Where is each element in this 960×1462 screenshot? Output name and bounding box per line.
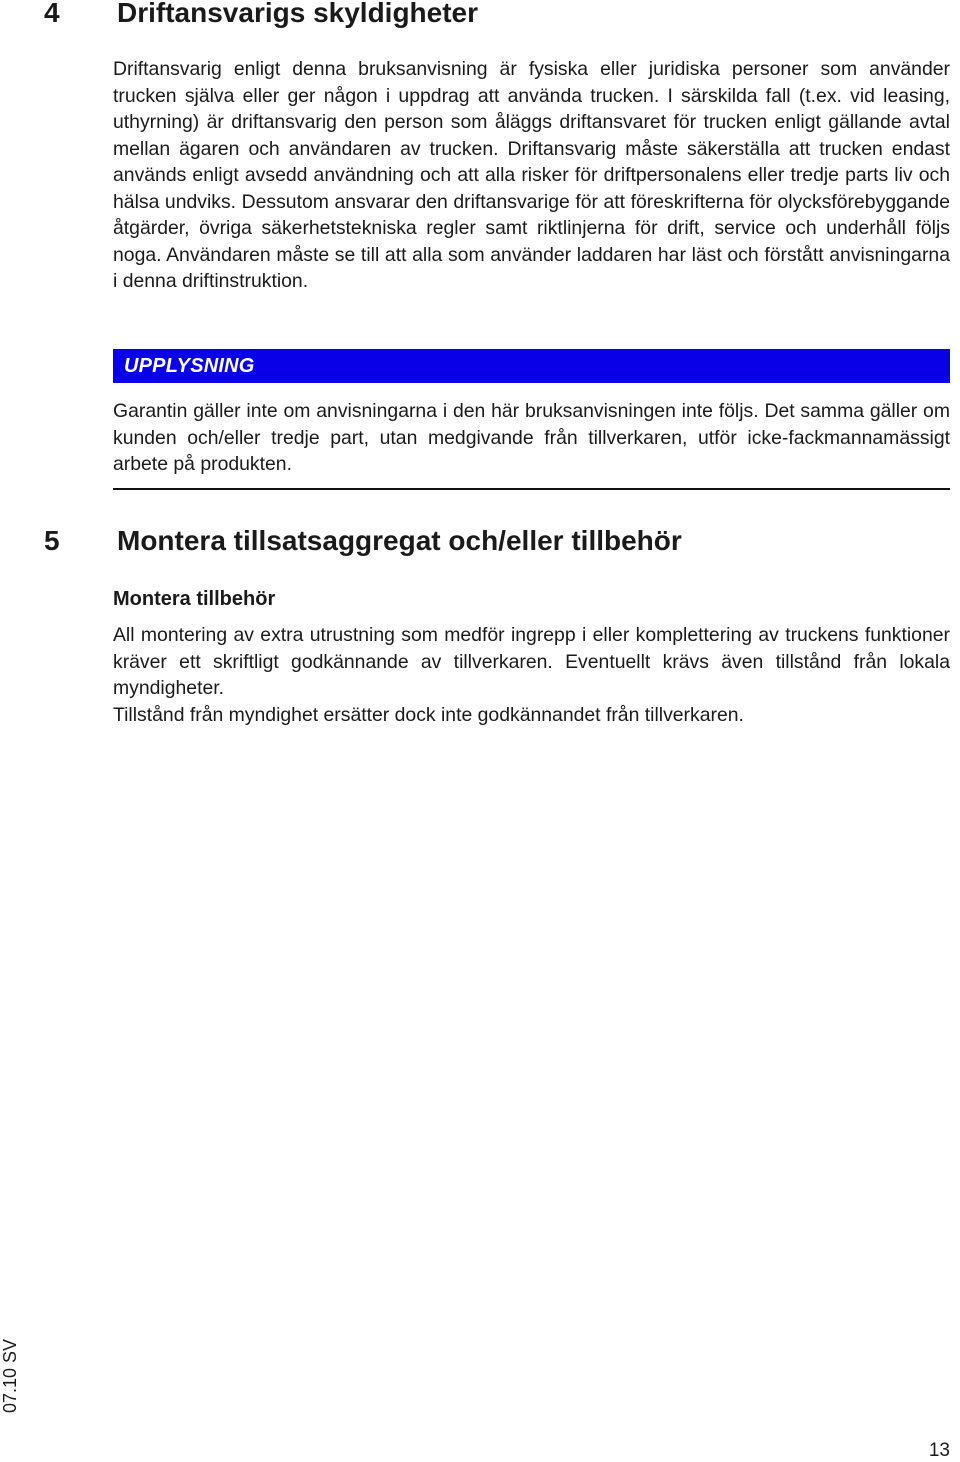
page-number: 13	[928, 1440, 950, 1461]
section-5-number: 5	[44, 525, 60, 556]
notice-label: UPPLYSNING	[124, 355, 255, 377]
section-5-title: Montera tillsatsaggregat och/eller tillbehör	[117, 525, 682, 556]
section-4-paragraph: Driftansvarig enligt denna bruksanvisning är fysiska eller juridiska personer som använder trucken själva eller ger någon i uppdrag att använda trucken. I särskilda fall (t.ex. vid leasing, uthyrning) är driftansvarig den person som åläggs driftansvaret för trucken enligt gällande avtal mellan ägaren och användaren av trucken. Driftansvarig måste säkerställa att trucken endast används enligt avsedd användning och att alla risker för driftpersonalens eller tredje parts liv och hälsa undviks. Dessutom ansvarar den driftansvarige för att föreskrifterna för olycksförebyggande åtgärder, övriga säkerhetstekniska regler samt riktlinjerna för drift, service och underhåll följs noga. Användaren måste se till att alla som använder laddaren har läst och förstått anvisningarna i denna driftinstruktion.	[113, 58, 950, 292]
section-5-paragraph-1: All montering av extra utrustning som medför ingrepp i eller komplettering av truckens funktioner kräver ett skriftligt godkännande av tillverkaren. Eventuellt krävs även tillstånd från lokala myndigheter.	[113, 624, 950, 699]
section-4-heading	[44, 0, 944, 29]
notice-banner	[113, 349, 950, 383]
section-4-number: 4	[44, 0, 60, 28]
document-date-code: 07.10 SV	[0, 1338, 20, 1413]
section-5-paragraph-2: Tillstånd från myndighet ersätter dock inte godkännandet från tillverkaren.	[113, 704, 744, 726]
section-5-heading	[44, 525, 944, 557]
accessory-subheading: Montera tillbehör	[113, 588, 276, 610]
notice-text: Garantin gäller inte om anvisningarna i den här bruksanvisningen inte följs. Det samma gäller om kunden och/eller tredje part, utan medgivande från tillverkaren, utför icke-fackmannamässigt arbete på produkten.	[113, 400, 950, 475]
section-4-title: Driftansvarigs skyldigheter	[117, 0, 479, 28]
section-divider	[113, 488, 950, 490]
